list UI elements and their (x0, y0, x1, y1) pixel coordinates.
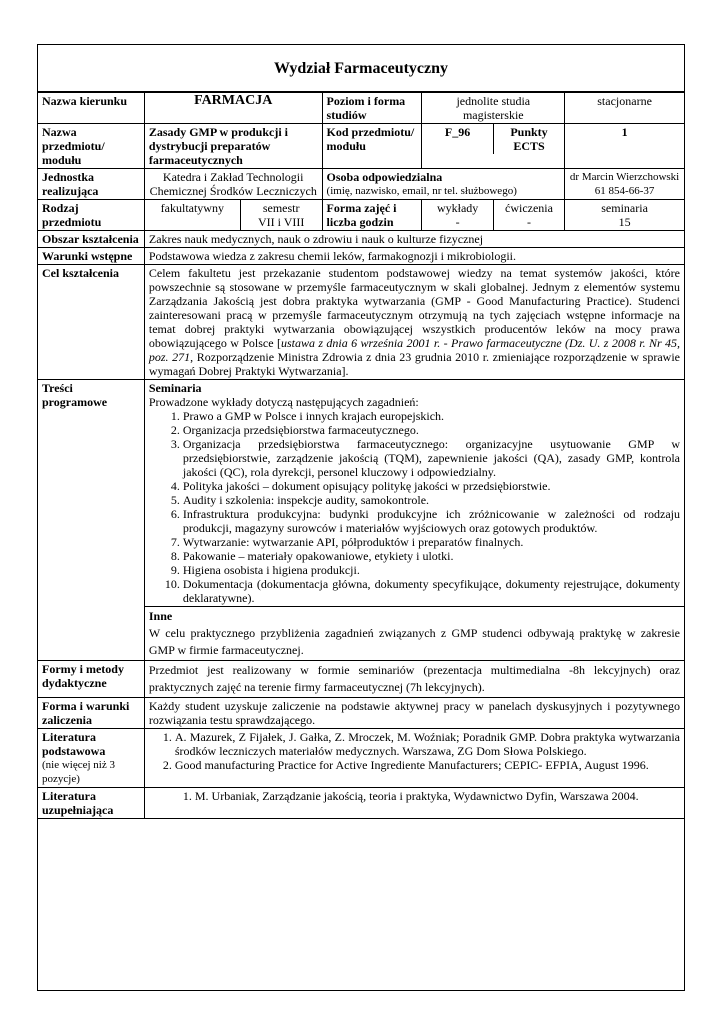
literature-note: (nie więcej niż 3 pozycje) (42, 759, 115, 785)
seminars-heading: Seminaria (148, 381, 202, 395)
person-name: dr Marcin Wierzchowski (569, 171, 680, 183)
content-list-item: 7. Wytwarzanie: wytwarzanie API, półproduktów i preparatów finalnych. (183, 535, 680, 549)
methods-value: Przedmiot jest realizowany w formie seminariów (prezentacja multimedialna -8h lekcyjnych) oraz praktycznych zajęć na terenie firmy farmaceutycznej (7h lekcyjnych). (144, 661, 684, 698)
other-text: W celu praktycznego przybliżenia zagadnień związanych z GMP studenci odbywają praktykę w zakresie GMP w firmie farmaceutycznej. (148, 626, 680, 657)
content-list-item: 2. Organizacja przedsiębiorstwa farmaceutycznego. (183, 423, 680, 437)
methods-label: Formy i metody dydaktyczne (38, 661, 145, 698)
content-intro: Prowadzone wykłady dotyczą następujących zagadnień: (148, 395, 419, 409)
exercises-value: - (526, 215, 531, 229)
forms-label: Forma zajęć i liczba godzin (322, 200, 422, 231)
content-list-item: 4. Polityka jakości – dokument opisujący politykę jakości w przedsiębiorstwie. (183, 479, 680, 493)
row-assessment (38, 698, 685, 729)
lectures-label: wykłady (436, 201, 479, 215)
exercises-label: ćwiczenia (505, 201, 553, 215)
content-label: Treści programowe (38, 380, 145, 661)
prereq-value: Podstawowa wiedza z zakresu chemii leków, farmakognozji i mikrobiologii. (144, 248, 684, 265)
row-methods (38, 661, 685, 698)
type-label: Rodzaj przedmiotu (38, 200, 145, 231)
course-label: Nazwa przedmiotu/ modułu (38, 124, 145, 169)
content-list (149, 409, 680, 605)
area-value: Zakres nauk medycznych, nauk o zdrowiu i nauk o kulturze fizycznej (144, 231, 684, 248)
seminars-label: seminaria (601, 201, 648, 215)
code-value: F_96 (444, 125, 471, 139)
assessment-value: Każdy student uzyskuje zaliczenie na podstawie aktywnej pracy w panelach dyskusyjnych i pozytywnego rozwiązania testu sprawdzającego. (144, 698, 684, 729)
row-area (38, 231, 685, 248)
prereq-label: Warunki wstępne (38, 248, 145, 265)
row-goal (38, 265, 685, 380)
goal-text-part2: , Rozporządzenie Ministra Zdrowia z dnia 23 grudnia 2010 r. zmieniające rozporządzenie w sprawie wymagań Dobrej Praktyki Wytwarzania]. (148, 350, 680, 378)
row-literature (38, 729, 685, 788)
semester-label: semestr (262, 201, 300, 215)
row-literature-extra (38, 788, 685, 819)
field-label: Nazwa kierunku (38, 93, 145, 124)
ects-value: 1 (565, 124, 685, 169)
literature-item: 2. Good manufacturing Practice for Active Ingrediente Manufacturers; CEPIC- EFPIA, August 1996. (175, 758, 680, 772)
content-list-item: 9. Higiena osobista i higiena produkcji. (183, 563, 680, 577)
content-list-item: 8. Pakowanie – materiały opakowaniowe, etykiety i ulotki. (183, 549, 680, 563)
syllabus-table (37, 92, 685, 819)
row-field-of-study (38, 93, 685, 124)
person-phone: 61 854-66-37 (594, 185, 655, 197)
literature-extra-item: 1. M. Urbaniak, Zarządzanie jakością, teoria i praktyka, Wydawnictwo Dyfin, Warszawa 2004. (195, 789, 680, 803)
level-label: Poziom i forma studiów (322, 93, 422, 124)
row-content (38, 380, 685, 607)
goal-text (144, 265, 684, 380)
literature-list (149, 730, 680, 772)
lectures-value: - (455, 215, 460, 229)
person-label: Osoba odpowiedzialna (326, 170, 443, 184)
other-heading: Inne (148, 609, 173, 623)
page-title: Wydział Farmaceutyczny (37, 44, 685, 92)
content-list-item: 10. Dokumentacja (dokumentacja główna, dokumenty specyfikujące, dokumenty rejestrujące, dokumenty deklaratywne). (183, 577, 680, 605)
content-list-item: 5. Audity i szkolenia: inspekcje audity, samokontrole. (183, 493, 680, 507)
unit-label: Jednostka realizująca (38, 169, 145, 200)
area-label: Obszar kształcenia (38, 231, 145, 248)
seminars-value: 15 (618, 215, 631, 229)
row-unit (38, 169, 685, 200)
row-course-name (38, 124, 685, 169)
goal-label: Cel kształcenia (38, 265, 145, 380)
row-prerequisites (38, 248, 685, 265)
content-list-item: 1. Prawo a GMP w Polsce i innych krajach europejskich. (183, 409, 680, 423)
assessment-label: Forma i warunki zaliczenia (38, 698, 145, 729)
person-sublabel: (imię, nazwisko, email, nr tel. służbowego) (326, 185, 517, 197)
literature-extra-label: Literatura uzupełniająca (38, 788, 145, 819)
unit-value: Katedra i Zakład Technologii Chemicznej Środków Leczniczych (144, 169, 322, 200)
ects-label: Punkty ECTS (493, 124, 564, 154)
code-label: Kod przedmiotu/ modułu (322, 124, 422, 169)
study-form-value: stacjonarne (565, 93, 685, 124)
row-course-type (38, 200, 685, 231)
content-list-item: 6. Infrastruktura produkcyjna: budynki produkcyjne ich zróżnicowanie w zależności od rodzaju produkcji, magazyny surowców i materiałów wyjściowych oraz gotowych produktów. (183, 507, 680, 535)
field-value: FARMACJA (144, 93, 322, 124)
type-value: fakultatywny (160, 201, 224, 215)
goal-text-part1: Celem fakultetu jest przekazanie studentom podstawowej wiedzy na temat systemów jakości, które powszechnie są stosowane w przemyśle farmaceutycznym w skali globalnej. Jednym z elementów systemu Zarządzania Jakością jest dobra praktyka wytwarzania (GMP - Good Manufacturing Practice). Studenci zainteresowani pracą w przemyśle farmaceutycznym otrzymują na tych zajęciach wstępne informacje na temat dobrej praktyki wytwarzania obowiązującej wszystkich producentów leków na mocy prawa obowiązującego w Polsce [ (148, 266, 680, 350)
content-list-item: 3. Organizacja przedsiębiorstwa farmaceutycznego: organizacyjne usytuowanie GMP w przedsiębiorstwie, zarządzenie jakością (TQM), zapewnienie jakości (QA), zasady GMP, kontrola jakości (QC), rola dyrekcji, personel kluczowy i odpowiedzialny. (183, 437, 680, 479)
course-value: Zasady GMP w produkcji i dystrybucji preparatów farmaceutycznych (144, 124, 322, 169)
literature-extra-list (149, 789, 680, 803)
level-value: jednolite studia magisterskie (422, 93, 565, 124)
goal-text-law: ustawa z dnia 6 września 2001 r. - Prawo farmaceutyczne (Dz. U. z 2008 r. Nr 45, poz. 271 (148, 336, 680, 364)
literature-item: 1. A. Mazurek, Z Fijałek, J. Gałka, Z. Mroczek, M. Woźniak; Poradnik GMP. Dobra praktyka wytwarzania środków leczniczych materiałów medycznych. Warszawa, ZG Dom Słowa Polskiego. (175, 730, 680, 758)
literature-label: Literatura podstawowa (42, 730, 106, 758)
semester-value: VII i VIII (257, 215, 305, 229)
